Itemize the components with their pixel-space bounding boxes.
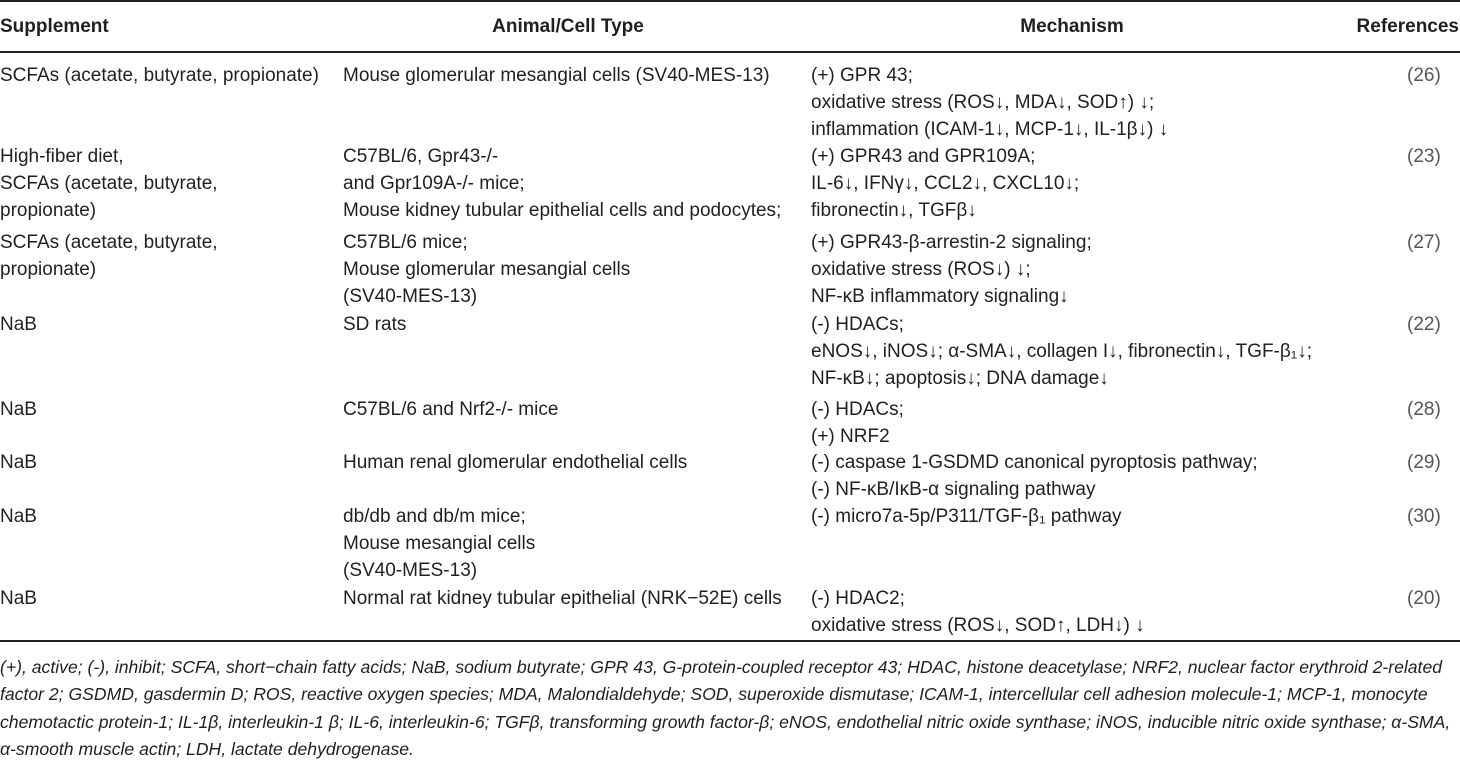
- row-8-mechanism-line: oxidative stress (ROS↓, SOD↑, LDH↓) ↓: [811, 615, 1145, 636]
- footnote: [0, 654, 1460, 763]
- row-4-reference: (22): [1407, 314, 1441, 335]
- row-5-mechanism-line: (-) HDACs;: [811, 399, 904, 420]
- row-6-mechanism-line: (-) caspase 1-GSDMD canonical pyroptosis pathway;: [811, 452, 1258, 473]
- row-7-animal-line: db/db and db/m mice;: [343, 506, 526, 527]
- row-2-supplement-line: SCFAs (acetate, butyrate,: [0, 173, 218, 194]
- row-1-supplement-line: SCFAs (acetate, butyrate, propionate): [0, 65, 319, 86]
- row-1-reference: (26): [1407, 65, 1441, 86]
- header-animal-cell-type: Animal/Cell Type: [492, 16, 644, 37]
- row-3-mechanism-line: NF-κB inflammatory signaling↓: [811, 286, 1069, 307]
- row-5-supplement-line: NaB: [0, 399, 37, 420]
- row-5-mechanism-line: (+) NRF2: [811, 426, 890, 447]
- row-3-supplement-line: SCFAs (acetate, butyrate,: [0, 232, 218, 253]
- top-rule: [0, 0, 1460, 2]
- row-7-animal-line: (SV40-MES-13): [343, 560, 478, 581]
- header-mechanism: Mechanism: [1020, 16, 1124, 37]
- row-1-animal-line: Mouse glomerular mesangial cells (SV40-MES-13): [343, 65, 770, 86]
- row-2-supplement-line: High-fiber diet,: [0, 146, 124, 167]
- row-2-animal-line: and Gpr109A-/- mice;: [343, 173, 525, 194]
- header-supplement: Supplement: [0, 16, 109, 37]
- row-2-animal-line: C57BL/6, Gpr43-/-: [343, 146, 499, 167]
- row-6-reference: (29): [1407, 452, 1441, 473]
- row-7-reference: (30): [1407, 506, 1441, 527]
- row-8-reference: (20): [1407, 588, 1441, 609]
- header-rule: [0, 51, 1460, 53]
- row-2-mechanism-line: IL-6↓, IFNγ↓, CCL2↓, CXCL10↓;: [811, 173, 1080, 194]
- row-3-animal-line: C57BL/6 mice;: [343, 232, 468, 253]
- row-1-mechanism-line: oxidative stress (ROS↓, MDA↓, SOD↑) ↓;: [811, 92, 1155, 113]
- row-5-animal-line: C57BL/6 and Nrf2-/- mice: [343, 399, 559, 420]
- row-2-mechanism-line: (+) GPR43 and GPR109A;: [811, 146, 1036, 167]
- row-6-supplement-line: NaB: [0, 452, 37, 473]
- row-7-animal-line: Mouse mesangial cells: [343, 533, 536, 554]
- row-3-animal-line: (SV40-MES-13): [343, 286, 478, 307]
- footnote-line: factor 2; GSDMD, gasdermin D; ROS, reactive oxygen species; MDA, Malondialdehyde; SOD, superoxide dismutase; ICAM-1, intercellular cell adhesion molecule-1; MCP-1, monocyte: [0, 684, 1428, 705]
- row-7-supplement-line: NaB: [0, 506, 37, 527]
- row-8-mechanism-line: (-) HDAC2;: [811, 588, 905, 609]
- row-4-supplement-line: NaB: [0, 314, 37, 335]
- bottom-rule: [0, 640, 1460, 642]
- row-2-animal-line: Mouse kidney tubular epithelial cells and podocytes;: [343, 200, 782, 221]
- row-4-mechanism-line: eNOS↓, iNOS↓; α-SMA↓, collagen I↓, fibronectin↓, TGF-β₁↓;: [811, 341, 1312, 362]
- row-3-mechanism-line: oxidative stress (ROS↓) ↓;: [811, 259, 1031, 280]
- row-6-animal-line: Human renal glomerular endothelial cells: [343, 452, 688, 473]
- row-2-mechanism-line: fibronectin↓, TGFβ↓: [811, 200, 977, 221]
- row-3-animal-line: Mouse glomerular mesangial cells: [343, 259, 631, 280]
- row-1-mechanism-line: (+) GPR 43;: [811, 65, 913, 86]
- row-1-mechanism-line: inflammation (ICAM-1↓, MCP-1↓, IL-1β↓) ↓: [811, 119, 1169, 140]
- row-3-mechanism-line: (+) GPR43-β-arrestin-2 signaling;: [811, 232, 1092, 253]
- footnote-line: (+), active; (-), inhibit; SCFA, short−chain fatty acids; NaB, sodium butyrate; GPR 43, G-protein-coupled receptor 43; HDAC, histone deacetylase; NRF2, nuclear factor erythroid 2-related: [0, 657, 1443, 677]
- row-7-mechanism-line: (-) micro7a-5p/P311/TGF-β₁ pathway: [811, 506, 1122, 527]
- row-3-supplement-line: propionate): [0, 259, 97, 280]
- row-8-supplement-line: NaB: [0, 588, 37, 609]
- row-4-mechanism-line: NF-κB↓; apoptosis↓; DNA damage↓: [811, 368, 1109, 389]
- header-references: References: [1356, 16, 1459, 37]
- row-2-reference: (23): [1407, 146, 1441, 167]
- footnote-line: chemotactic protein-1; IL-1β, interleukin-1 β; IL-6, interleukin-6; TGFβ, transforming growth factor-β; eNOS, endothelial nitric oxide synthase; iNOS, inducible nitric oxide synthase; α-SMA,: [0, 711, 1451, 732]
- row-6-mechanism-line: (-) NF-κB/IκB-α signaling pathway: [811, 479, 1096, 500]
- row-2-supplement-line: propionate): [0, 200, 97, 221]
- row-4-mechanism-line: (-) HDACs;: [811, 314, 904, 335]
- row-4-animal-line: SD rats: [343, 314, 407, 335]
- footnote-line: α-smooth muscle actin; LDH, lactate dehydrogenase.: [0, 738, 414, 759]
- row-8-animal-line: Normal rat kidney tubular epithelial (NRK−52E) cells: [343, 588, 782, 609]
- row-5-reference: (28): [1407, 399, 1441, 420]
- row-3-reference: (27): [1407, 232, 1441, 253]
